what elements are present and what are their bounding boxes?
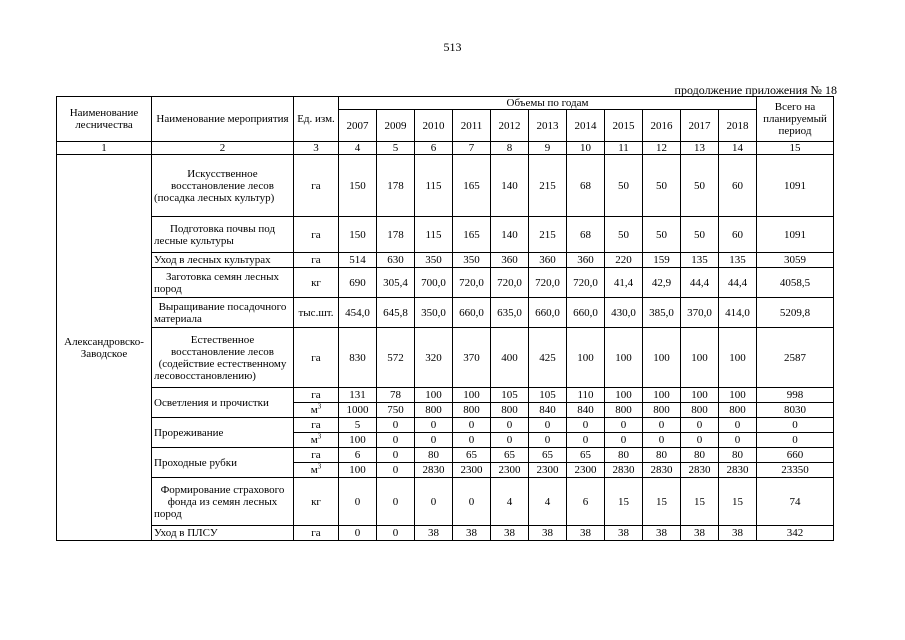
value-cell: 65 [453, 448, 491, 463]
total-cell: 23350 [757, 463, 834, 478]
value-cell: 0 [377, 448, 415, 463]
value-cell: 0 [681, 433, 719, 448]
value-cell: 454,0 [339, 298, 377, 328]
value-cell: 0 [415, 478, 453, 526]
value-cell: 0 [643, 418, 681, 433]
value-cell: 0 [377, 526, 415, 541]
value-cell: 159 [643, 253, 681, 268]
value-cell: 635,0 [491, 298, 529, 328]
unit-cell: кг [294, 268, 339, 298]
total-cell: 5209,8 [757, 298, 834, 328]
value-cell: 150 [339, 155, 377, 217]
value-cell: 4 [491, 478, 529, 526]
column-number: 3 [294, 142, 339, 155]
value-cell: 350 [415, 253, 453, 268]
table-row [57, 298, 834, 328]
value-cell: 80 [415, 448, 453, 463]
value-cell: 100 [339, 463, 377, 478]
value-cell: 100 [453, 388, 491, 403]
value-cell: 720,0 [491, 268, 529, 298]
unit-cell: га [294, 217, 339, 253]
value-cell: 41,4 [605, 268, 643, 298]
value-cell: 65 [567, 448, 605, 463]
volumes-table [56, 96, 834, 541]
table-row [57, 478, 834, 526]
value-cell: 840 [567, 403, 605, 418]
table-row [57, 448, 834, 463]
value-cell: 115 [415, 155, 453, 217]
activity-name: Прореживание [152, 418, 294, 448]
value-cell: 100 [719, 388, 757, 403]
value-cell: 800 [453, 403, 491, 418]
value-cell: 165 [453, 217, 491, 253]
value-cell: 100 [681, 328, 719, 388]
year-header: 2017 [681, 110, 719, 142]
value-cell: 572 [377, 328, 415, 388]
value-cell: 50 [643, 155, 681, 217]
value-cell: 100 [605, 388, 643, 403]
value-cell: 385,0 [643, 298, 681, 328]
header-total: Всего на планируемый период [757, 97, 834, 142]
value-cell: 800 [719, 403, 757, 418]
value-cell: 135 [719, 253, 757, 268]
value-cell: 305,4 [377, 268, 415, 298]
unit-cell: $м^3$ [294, 463, 339, 478]
value-cell: 100 [643, 388, 681, 403]
value-cell: 0 [377, 463, 415, 478]
column-number: 14 [719, 142, 757, 155]
year-header: 2012 [491, 110, 529, 142]
value-cell: 720,0 [453, 268, 491, 298]
value-cell: 0 [605, 418, 643, 433]
value-cell: 0 [491, 433, 529, 448]
header-activity: Наименование мероприятия [152, 97, 294, 142]
value-cell: 100 [567, 328, 605, 388]
value-cell: 830 [339, 328, 377, 388]
value-cell: 15 [605, 478, 643, 526]
year-header: 2013 [529, 110, 567, 142]
unit-cell: га [294, 388, 339, 403]
value-cell: 2830 [415, 463, 453, 478]
value-cell: 2830 [605, 463, 643, 478]
value-cell: 68 [567, 217, 605, 253]
value-cell: 115 [415, 217, 453, 253]
value-cell: 38 [415, 526, 453, 541]
value-cell: 15 [719, 478, 757, 526]
total-cell: 1091 [757, 217, 834, 253]
value-cell: 0 [339, 478, 377, 526]
value-cell: 0 [529, 418, 567, 433]
value-cell: 100 [643, 328, 681, 388]
value-cell: 720,0 [529, 268, 567, 298]
value-cell: 38 [681, 526, 719, 541]
value-cell: 800 [681, 403, 719, 418]
unit-cell: га [294, 526, 339, 541]
value-cell: 0 [415, 418, 453, 433]
unit-cell: га [294, 155, 339, 217]
value-cell: 110 [567, 388, 605, 403]
total-cell: 998 [757, 388, 834, 403]
activity-name: Искусственное восстановление лесов (посадка лесных культур) [152, 155, 294, 217]
value-cell: 80 [719, 448, 757, 463]
value-cell: 78 [377, 388, 415, 403]
value-cell: 44,4 [681, 268, 719, 298]
value-cell: 690 [339, 268, 377, 298]
column-number: 12 [643, 142, 681, 155]
column-number: 13 [681, 142, 719, 155]
value-cell: 50 [643, 217, 681, 253]
activity-name: Формирование страхового фонда из семян лесных пород [152, 478, 294, 526]
value-cell: 50 [605, 155, 643, 217]
value-cell: 750 [377, 403, 415, 418]
activity-name: Заготовка семян лесных пород [152, 268, 294, 298]
value-cell: 0 [377, 418, 415, 433]
value-cell: 165 [453, 155, 491, 217]
value-cell: 178 [377, 217, 415, 253]
table-row [57, 328, 834, 388]
value-cell: 38 [567, 526, 605, 541]
value-cell: 80 [605, 448, 643, 463]
continuation-note: продолжение приложения № 18 [674, 83, 837, 97]
value-cell: 800 [643, 403, 681, 418]
value-cell: 44,4 [719, 268, 757, 298]
total-cell: 0 [757, 418, 834, 433]
value-cell: 2300 [529, 463, 567, 478]
value-cell: 425 [529, 328, 567, 388]
year-header: 2009 [377, 110, 415, 142]
table-row [57, 217, 834, 253]
table-row [57, 268, 834, 298]
cubic-superscript: 3 [317, 402, 322, 411]
table-row [57, 253, 834, 268]
column-number: 5 [377, 142, 415, 155]
value-cell: 215 [529, 217, 567, 253]
value-cell: 140 [491, 155, 529, 217]
year-header: 2018 [719, 110, 757, 142]
value-cell: 350 [453, 253, 491, 268]
column-number: 9 [529, 142, 567, 155]
table-row [57, 526, 834, 541]
value-cell: 100 [681, 388, 719, 403]
year-header: 2007 [339, 110, 377, 142]
value-cell: 105 [529, 388, 567, 403]
total-cell: 660 [757, 448, 834, 463]
value-cell: 400 [491, 328, 529, 388]
table-row [57, 388, 834, 403]
year-header: 2015 [605, 110, 643, 142]
value-cell: 50 [681, 155, 719, 217]
value-cell: 2300 [453, 463, 491, 478]
cubic-superscript: 3 [317, 462, 322, 471]
value-cell: 514 [339, 253, 377, 268]
value-cell: 15 [643, 478, 681, 526]
unit-cell: кг [294, 478, 339, 526]
value-cell: 360 [567, 253, 605, 268]
value-cell: 65 [529, 448, 567, 463]
unit-cell: тыс.шт. [294, 298, 339, 328]
value-cell: 215 [529, 155, 567, 217]
unit-cell: га [294, 448, 339, 463]
header-forestry: Наименование лесничества [57, 97, 152, 142]
value-cell: 100 [719, 328, 757, 388]
value-cell: 2300 [491, 463, 529, 478]
header-unit: Ед. изм. [294, 97, 339, 142]
value-cell: 700,0 [415, 268, 453, 298]
value-cell: 370,0 [681, 298, 719, 328]
value-cell: 60 [719, 217, 757, 253]
value-cell: 38 [643, 526, 681, 541]
value-cell: 414,0 [719, 298, 757, 328]
value-cell: 5 [339, 418, 377, 433]
activity-name: Проходные рубки [152, 448, 294, 478]
forestry-name: Александровско-Заводское [57, 155, 152, 541]
value-cell: 630 [377, 253, 415, 268]
value-cell: 100 [605, 328, 643, 388]
total-cell: 2587 [757, 328, 834, 388]
value-cell: 178 [377, 155, 415, 217]
unit-cell: $м^3$ [294, 403, 339, 418]
table-row [57, 418, 834, 433]
total-cell: 4058,5 [757, 268, 834, 298]
value-cell: 135 [681, 253, 719, 268]
value-cell: 105 [491, 388, 529, 403]
value-cell: 0 [453, 418, 491, 433]
column-number: 4 [339, 142, 377, 155]
value-cell: 42,9 [643, 268, 681, 298]
value-cell: 660,0 [453, 298, 491, 328]
value-cell: 15 [681, 478, 719, 526]
value-cell: 360 [529, 253, 567, 268]
value-cell: 50 [605, 217, 643, 253]
value-cell: 0 [339, 526, 377, 541]
activity-name: Уход в лесных культурах [152, 253, 294, 268]
value-cell: 0 [453, 478, 491, 526]
value-cell: 140 [491, 217, 529, 253]
value-cell: 150 [339, 217, 377, 253]
total-cell: 0 [757, 433, 834, 448]
value-cell: 4 [529, 478, 567, 526]
value-cell: 0 [605, 433, 643, 448]
cubic-superscript: 3 [317, 432, 322, 441]
value-cell: 65 [491, 448, 529, 463]
value-cell: 0 [719, 418, 757, 433]
value-cell: 350,0 [415, 298, 453, 328]
activity-name: Выращивание посадочного материала [152, 298, 294, 328]
value-cell: 220 [605, 253, 643, 268]
page-number: 513 [443, 40, 462, 54]
value-cell: 0 [567, 433, 605, 448]
value-cell: 370 [453, 328, 491, 388]
total-cell: 74 [757, 478, 834, 526]
table-row [57, 155, 834, 217]
column-number: 7 [453, 142, 491, 155]
value-cell: 660,0 [529, 298, 567, 328]
activity-name: Уход в ПЛСУ [152, 526, 294, 541]
total-cell: 3059 [757, 253, 834, 268]
value-cell: 38 [529, 526, 567, 541]
column-number: 15 [757, 142, 834, 155]
value-cell: 131 [339, 388, 377, 403]
value-cell: 320 [415, 328, 453, 388]
value-cell: 430,0 [605, 298, 643, 328]
value-cell: 2830 [643, 463, 681, 478]
value-cell: 660,0 [567, 298, 605, 328]
activity-name: Естественное восстановление лесов (содействие естественному лесовосстановлению) [152, 328, 294, 388]
value-cell: 0 [529, 433, 567, 448]
value-cell: 720,0 [567, 268, 605, 298]
value-cell: 0 [643, 433, 681, 448]
column-number: 6 [415, 142, 453, 155]
unit-cell: га [294, 418, 339, 433]
value-cell: 100 [415, 388, 453, 403]
value-cell: 100 [339, 433, 377, 448]
year-header: 2011 [453, 110, 491, 142]
value-cell: 1000 [339, 403, 377, 418]
activity-name: Осветления и прочистки [152, 388, 294, 418]
value-cell: 2830 [681, 463, 719, 478]
unit-cell: га [294, 328, 339, 388]
value-cell: 38 [605, 526, 643, 541]
column-number: 8 [491, 142, 529, 155]
header-volumes: Объемы по годам [339, 97, 757, 110]
value-cell: 38 [719, 526, 757, 541]
value-cell: 0 [377, 478, 415, 526]
value-cell: 50 [681, 217, 719, 253]
year-header: 2010 [415, 110, 453, 142]
value-cell: 0 [453, 433, 491, 448]
value-cell: 2830 [719, 463, 757, 478]
year-header: 2016 [643, 110, 681, 142]
value-cell: 360 [491, 253, 529, 268]
value-cell: 0 [681, 418, 719, 433]
activity-name: Подготовка почвы под лесные культуры [152, 217, 294, 253]
value-cell: 38 [453, 526, 491, 541]
value-cell: 645,8 [377, 298, 415, 328]
year-header: 2014 [567, 110, 605, 142]
value-cell: 6 [567, 478, 605, 526]
value-cell: 800 [605, 403, 643, 418]
value-cell: 0 [377, 433, 415, 448]
unit-cell: $м^3$ [294, 433, 339, 448]
value-cell: 0 [719, 433, 757, 448]
total-cell: 342 [757, 526, 834, 541]
column-number: 11 [605, 142, 643, 155]
value-cell: 0 [491, 418, 529, 433]
unit-cell: га [294, 253, 339, 268]
value-cell: 800 [415, 403, 453, 418]
value-cell: 68 [567, 155, 605, 217]
total-cell: 1091 [757, 155, 834, 217]
value-cell: 60 [719, 155, 757, 217]
value-cell: 80 [681, 448, 719, 463]
column-number: 10 [567, 142, 605, 155]
value-cell: 800 [491, 403, 529, 418]
value-cell: 6 [339, 448, 377, 463]
value-cell: 0 [567, 418, 605, 433]
value-cell: 80 [643, 448, 681, 463]
column-number: 1 [57, 142, 152, 155]
value-cell: 2300 [567, 463, 605, 478]
column-number: 2 [152, 142, 294, 155]
value-cell: 38 [491, 526, 529, 541]
value-cell: 840 [529, 403, 567, 418]
value-cell: 0 [415, 433, 453, 448]
total-cell: 8030 [757, 403, 834, 418]
